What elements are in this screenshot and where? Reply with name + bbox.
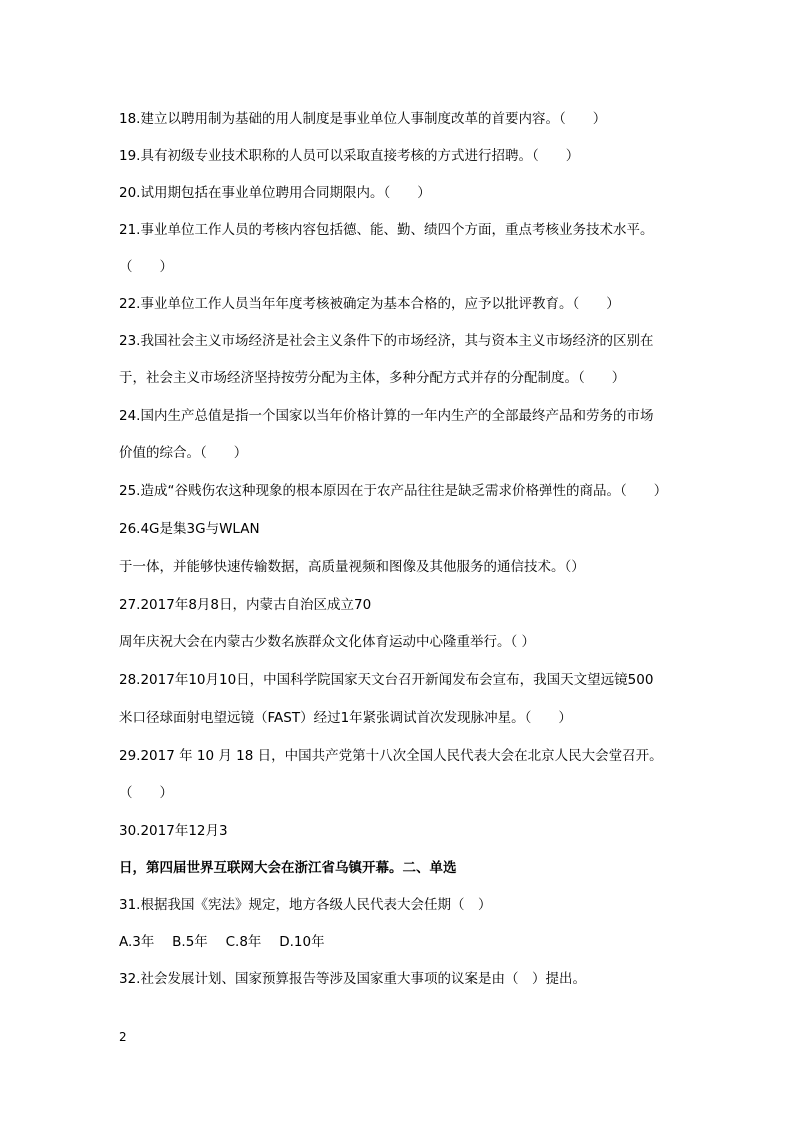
question-28-line-2: 米口径球面射电望远镜（FAST）经过1年紧张调试首次发现脉冲星。（ ） — [119, 710, 572, 726]
question-31-options: A.3年 B.5年 C.8年 D.10年 — [119, 934, 325, 950]
question-24-line-1: 24.国内生产总值是指一个国家以当年价格计算的一年内生产的全部最终产品和劳务的市场 — [119, 408, 654, 424]
question-19: 19.具有初级专业技术职称的人员可以采取直接考核的方式进行招聘。（ ） — [119, 148, 580, 164]
question-30-line-2: 日，第四届世界互联网大会在浙江省乌镇开幕。二、单选 — [119, 860, 457, 876]
question-20: 20.试用期包括在事业单位聘用合同期限内。（ ） — [119, 185, 431, 201]
question-28-line-1: 28.2017年10月10日，中国科学院国家天文台召开新闻发布会宣布，我国天文望远镜500 — [119, 672, 654, 688]
question-27-line-1: 27.2017年8月8日，内蒙古自治区成立70 — [119, 597, 372, 613]
question-32: 32.社会发展计划、国家预算报告等涉及国家重大事项的议案是由（ ）提出。 — [119, 971, 586, 987]
question-23-line-2: 于，社会主义市场经济坚持按劳分配为主体，多种分配方式并存的分配制度。（ ） — [119, 370, 626, 386]
question-21-line-1: 21.事业单位工作人员的考核内容包括德、能、勤、绩四个方面，重点考核业务技术水平。 — [119, 222, 654, 238]
question-24-line-2: 价值的综合。（ ） — [119, 445, 248, 461]
question-29-line-2: （ ） — [119, 785, 173, 801]
question-21-line-2: （ ） — [119, 259, 173, 275]
question-23-line-1: 23.我国社会主义市场经济是社会主义条件下的市场经济，其与资本主义市场经济的区别在 — [119, 333, 654, 349]
question-26-line-2: 于一体，并能够快速传输数据，高质量视频和图像及其他服务的通信技术。（） — [119, 559, 585, 575]
question-25: 25.造成“谷贱伤农这种现象的根本原因在于农产品往往是缺乏需求价格弹性的商品。（ ） — [119, 483, 668, 499]
question-29-line-1: 29.2017 年 10 月 18 日，中国共产党第十八次全国人民代表大会在北京人民大会堂召开。 — [119, 748, 663, 764]
question-31: 31.根据我国《宪法》规定，地方各级人民代表大会任期（ ） — [119, 897, 492, 913]
page-number: 2 — [119, 1030, 127, 1044]
question-18: 18.建立以聘用制为基础的用人制度是事业单位人事制度改革的首要内容。（ ） — [119, 111, 607, 127]
question-26-line-1: 26.4G是集3G与WLAN — [119, 521, 260, 537]
question-30-line-1: 30.2017年12月3 — [119, 823, 228, 839]
question-27-line-2: 周年庆祝大会在内蒙古少数名族群众文化体育运动中心隆重举行。（ ） — [119, 634, 536, 650]
question-22: 22.事业单位工作人员当年年度考核被确定为基本合格的，应予以批评教育。（ ） — [119, 296, 620, 312]
